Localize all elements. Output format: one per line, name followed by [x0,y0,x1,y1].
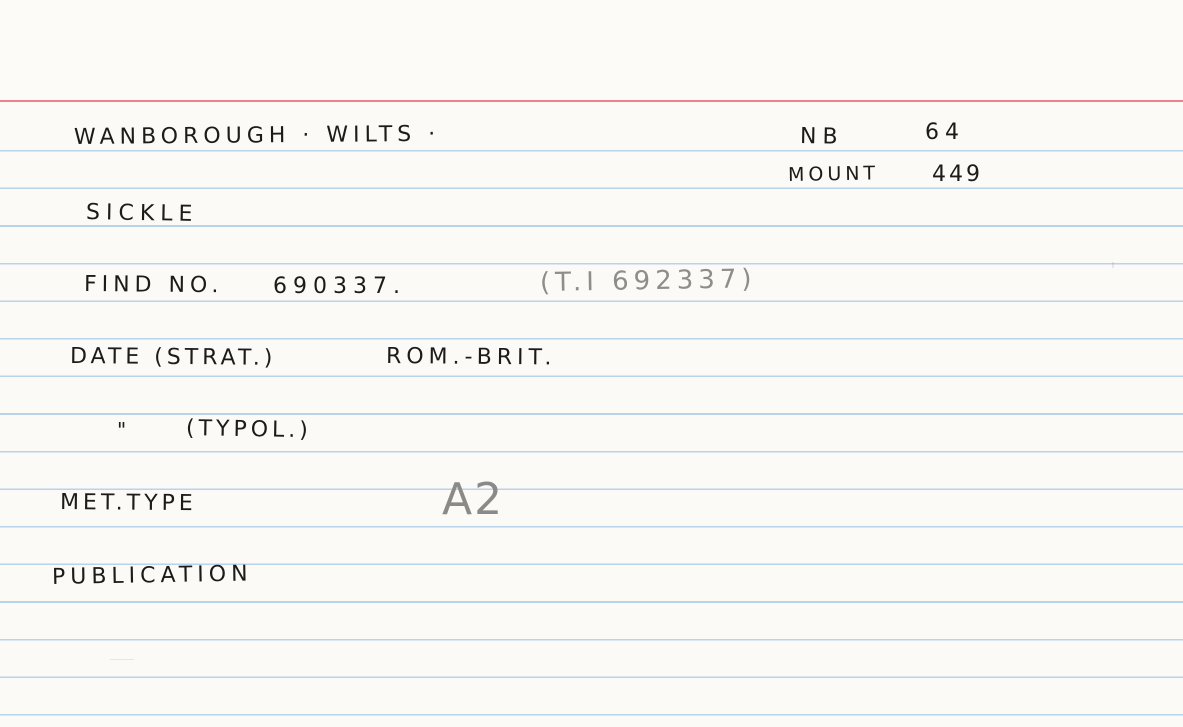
date-strat-label: DATE (STRAT.) [69,344,277,371]
find-number-pencil-note: (T.I 692337) [539,264,757,298]
find-number-label: FIND NO. [83,272,224,299]
paper-speck-2 [1112,262,1114,268]
paper-speck [110,659,134,660]
ditto-mark: " [117,418,131,442]
find-number-value: 690337. [273,274,406,299]
publication-label: PUBLICATION [51,561,253,590]
card-header-blank [0,0,1183,100]
met-type-label: MET.TYPE [59,490,197,517]
red-header-rule [0,100,1183,102]
mount-label: MOUNT [787,162,880,186]
site-name: WANBOROUGH · WILTS · [73,121,441,150]
object-name: SICKLE [85,200,199,227]
met-type-value: A2 [442,474,505,525]
date-typol-label: (TYPOL.) [185,416,313,444]
date-strat-value: ROM.-BRIT. [385,344,557,371]
mount-value: 449 [932,162,983,187]
nb-value: 64 [925,120,965,145]
nb-label: NB [799,124,844,150]
